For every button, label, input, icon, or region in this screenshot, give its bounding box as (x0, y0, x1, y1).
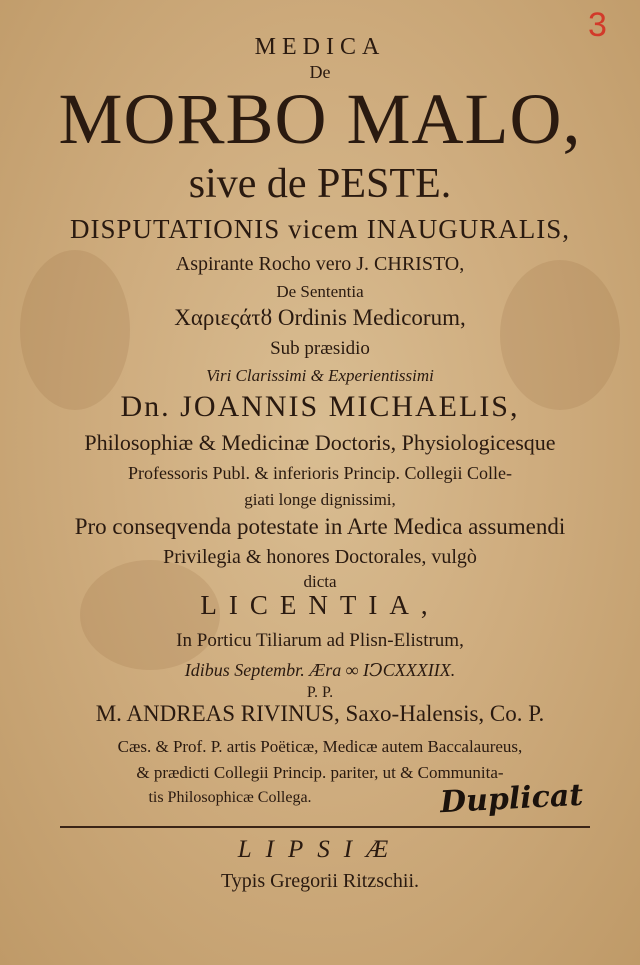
title-de: De (309, 62, 331, 82)
title-morbo-malo: MORBO MALO, (58, 79, 582, 159)
text-line: dicta (303, 572, 337, 591)
text-line: M. ANDREAS RIVINUS, Saxo-Halensis, Co. P. (95, 701, 545, 726)
title-medica: MEDICA (254, 34, 386, 60)
text-line: & prædicti Collegii Princip. pariter, ut & Communita- (136, 763, 504, 782)
text-line: De Sententia (276, 282, 364, 301)
text-line: tis Philosophicæ Collega. (148, 789, 312, 806)
imprint-city: LIPSIÆ (237, 836, 403, 863)
text-line: Cæs. & Prof. P. artis Poëticæ, Medicæ autem Baccalaureus, (117, 737, 523, 756)
imprint-printer: Typis Gregorii Ritzschii. (220, 870, 420, 892)
licentia-heading: LICENTIA, (200, 590, 440, 620)
text-line: Privilegia & honores Doctorales, vulgò (163, 546, 477, 568)
title-sive-de-peste: sive de PESTE. (188, 161, 452, 207)
text-line: P. P. (306, 684, 334, 701)
text-line: Sub præsidio (270, 338, 370, 359)
text-line: Aspirante Rocho vero J. CHRISTO, (175, 253, 465, 275)
text-line: In Porticu Tiliarum ad Plisn-Elistrum, (176, 630, 464, 651)
text-line: DISPUTATIONIS vicem INAUGURALIS, (69, 214, 571, 244)
text-line: Viri Clarissimi & Experientissimi (206, 366, 434, 385)
text-line: Idibus Septembr. Æra ∞ IↃCXXXIIX. (184, 660, 456, 680)
text-line: Philosophiæ & Medicinæ Doctoris, Physiologicesque (84, 430, 556, 455)
text-line: giati longe dignissimi, (244, 490, 396, 509)
handwritten-signature: Duplicat (439, 777, 585, 821)
page-number: 3 (588, 6, 607, 44)
divider-rule (60, 826, 590, 828)
text-line: Pro conseqvenda potestate in Arte Medica assumendi (74, 514, 566, 539)
text-line: Professoris Publ. & inferioris Princip. Collegii Colle- (128, 463, 512, 483)
text-line: Χαριεςάτȣ Ordinis Medicorum, (174, 305, 466, 330)
text-line: Dn. JOANNIS MICHAELIS, (120, 390, 520, 423)
